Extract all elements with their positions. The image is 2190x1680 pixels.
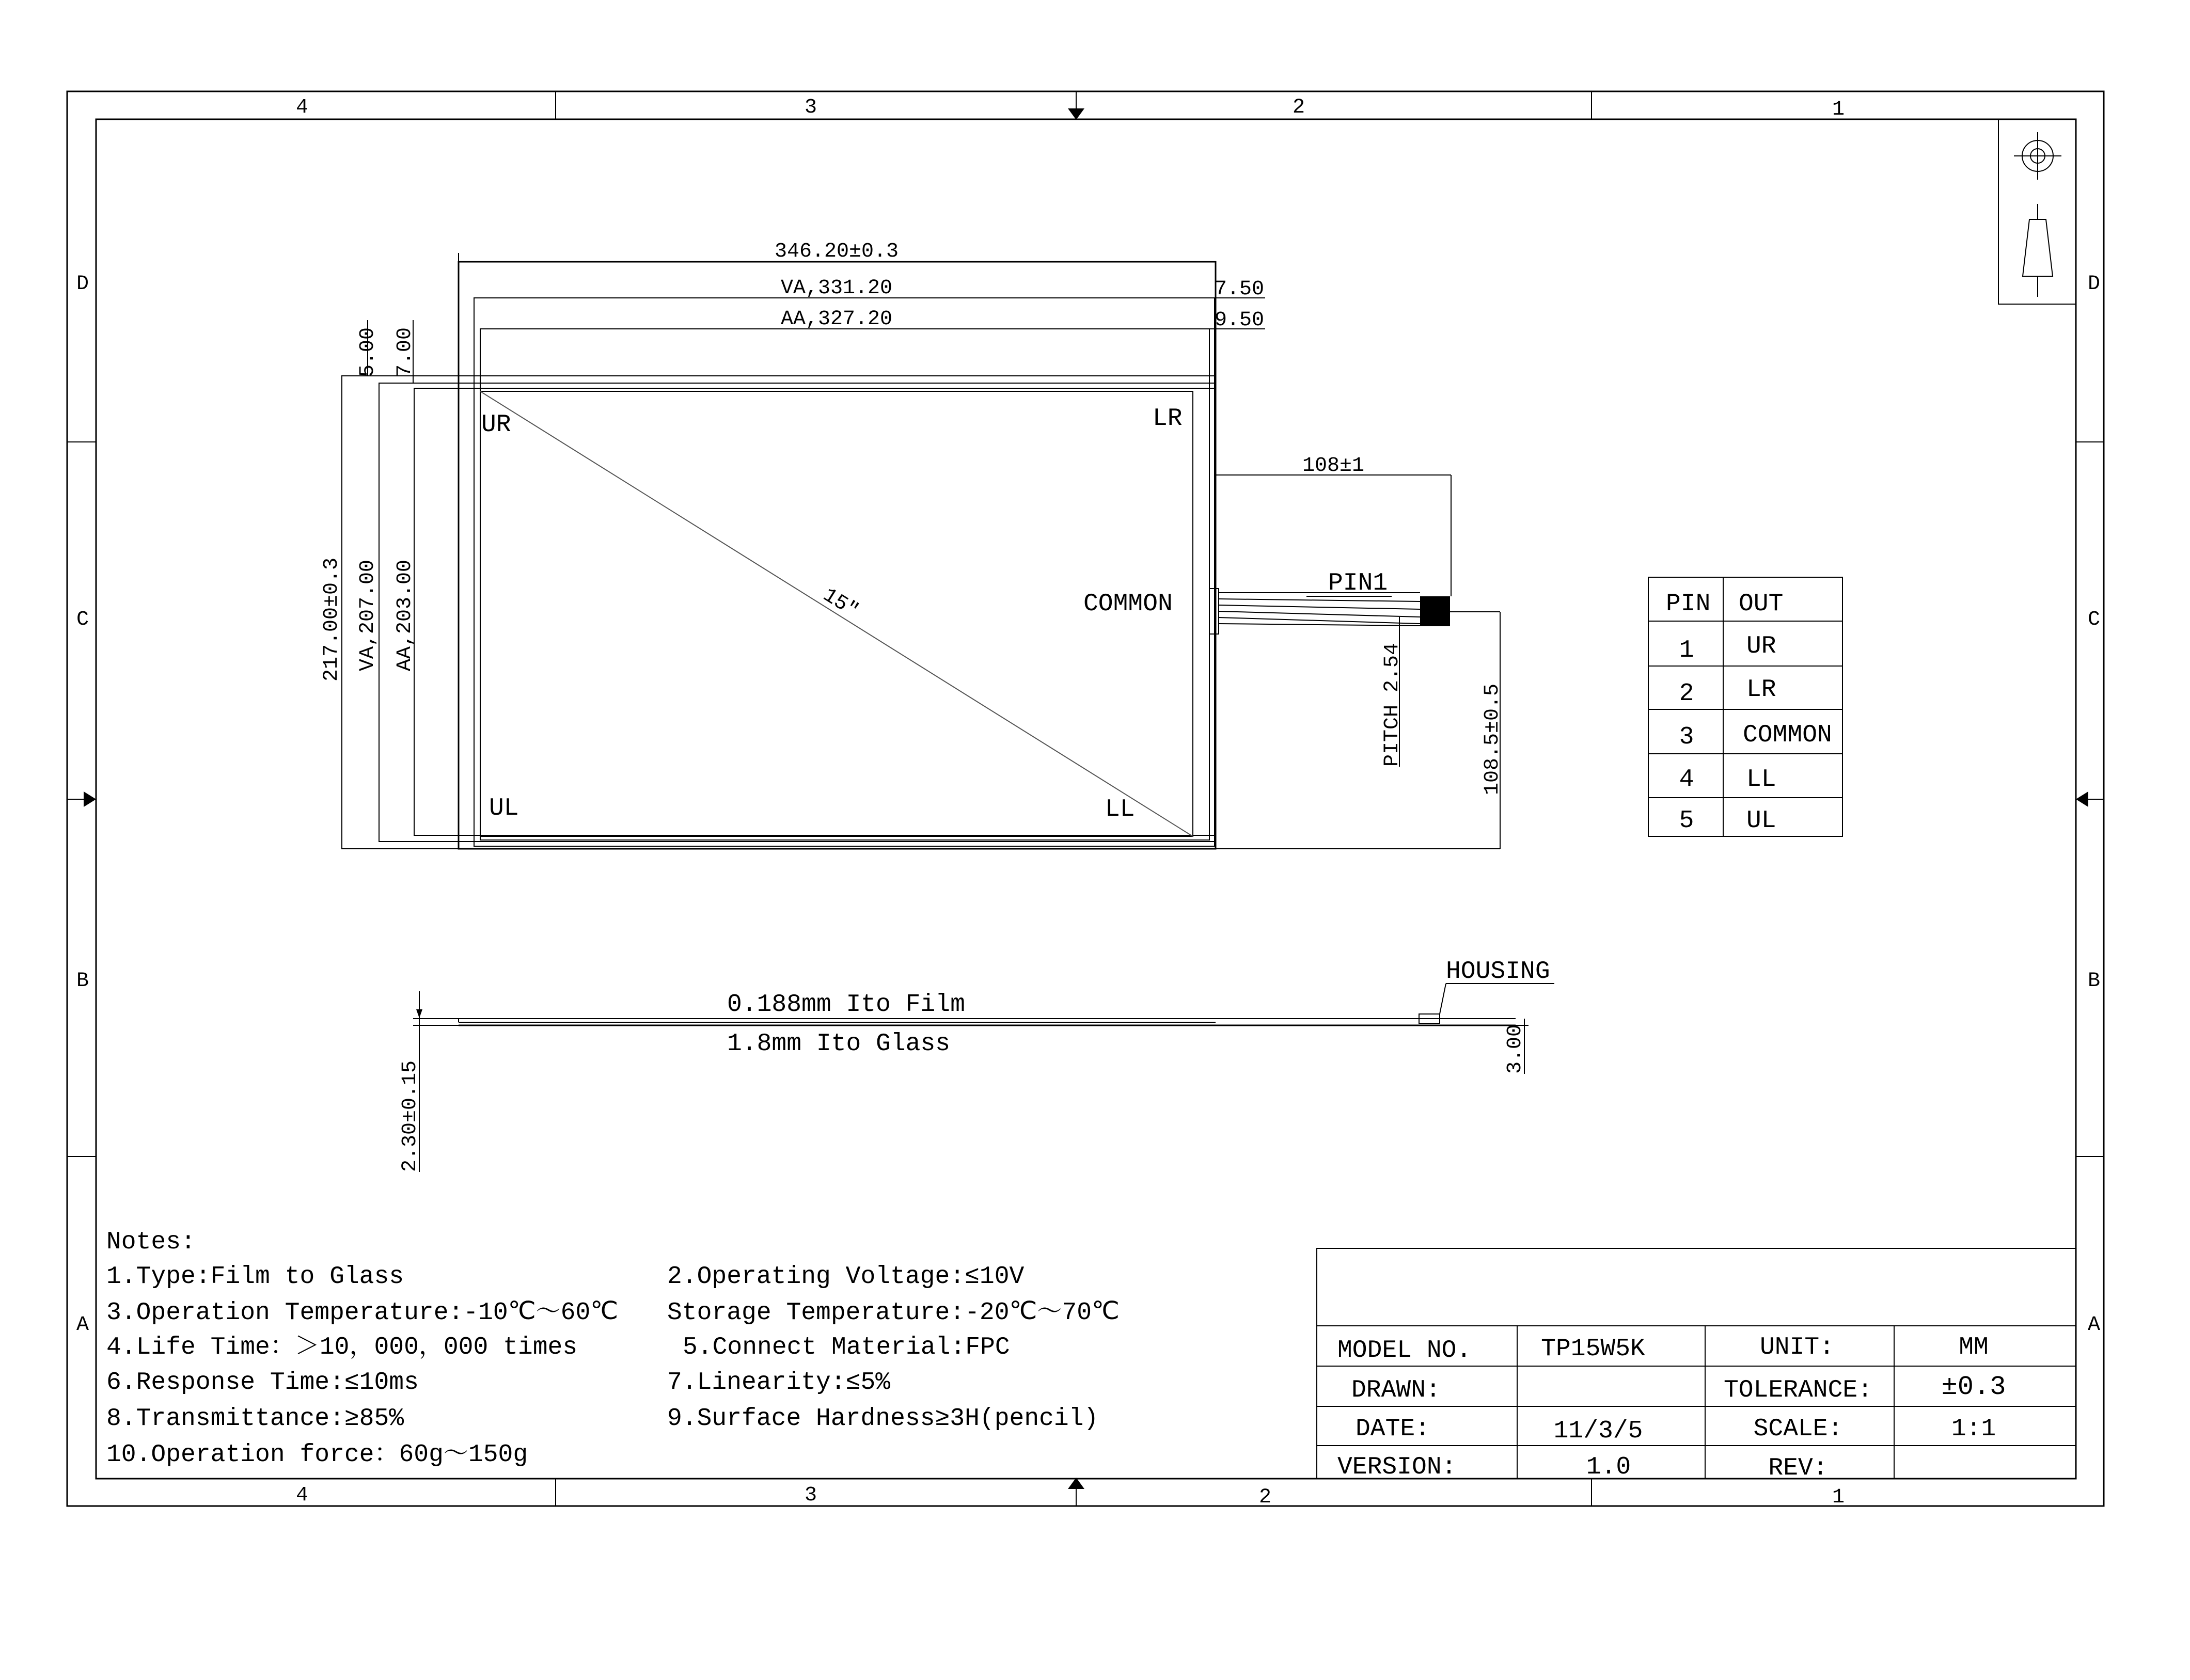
pin-table [1648,577,1842,836]
title-version-label: VERSION: [1337,1453,1457,1481]
zone-labels [76,96,2100,1509]
col-label-bottom-2: 2 [1258,1486,1272,1509]
note-left-1: 1.Type:Film to Glass [106,1263,404,1291]
pin-table-pin-5: 5 [1679,807,1694,835]
pin-table-pin-3: 3 [1679,723,1694,751]
corner-label-lr: LR [1153,405,1183,433]
title-tolerance-label: TOLERANCE: [1723,1376,1873,1404]
note-right-5: 9.Surface Hardness≥3H(pencil) [667,1405,1099,1433]
dim-aa-offset: 9.50 [1215,309,1265,332]
dim-thickness: 2.30±0.15 [399,1060,422,1172]
row-label-left-a: A [76,1313,89,1337]
pin-table-out-5: UL [1746,807,1776,835]
title-tolerance-value: ±0.3 [1941,1372,2006,1402]
diagonal-size-label: 15" [818,583,863,624]
drawing-frame [67,91,2104,1506]
dim-overall-height: 217.00±0.3 [320,557,343,681]
note-right-4: 7.Linearity:≤5% [667,1369,891,1397]
dim-aa-height: AA,203.00 [393,559,417,671]
note-right-1: 2.Operating Voltage:≤10V [667,1263,1025,1291]
pin-table-out-4: LL [1746,766,1776,794]
dim-pitch: PITCH 2.54 [1381,642,1404,767]
corner-label-ul: UL [489,795,519,822]
row-label-left-d: D [76,273,89,296]
col-label-bottom-1: 1 [1832,1486,1845,1509]
note-left-5: 8.Transmittance:≥85% [106,1405,404,1433]
title-model-value: TP15W5K [1541,1335,1645,1363]
title-date-value: 11/3/5 [1553,1417,1643,1445]
pin-table-out-2: LR [1746,676,1776,704]
row-label-right-a: A [2087,1313,2101,1337]
dim-housing: 3.00 [1504,1024,1527,1074]
col-label-top-4: 4 [295,96,309,119]
aa-outline [480,329,1209,840]
note-left-6: 10.Operation force：60g～150g [106,1441,528,1469]
dim-overall-width: 346.20±0.3 [774,240,899,263]
col-label-top-3: 3 [804,96,817,119]
note-right-3: 5.Connect Material:FPC [683,1334,1010,1361]
title-unit-label: UNIT: [1759,1334,1835,1361]
title-model-label: MODEL NO. [1337,1337,1472,1365]
note-right-2: Storage Temperature:-20℃～70℃ [667,1299,1120,1327]
col-label-top-1: 1 [1832,98,1845,121]
fpc-tail [1209,454,1504,849]
col-label-bottom-3: 3 [804,1484,817,1507]
dim-tail-length: 108±1 [1302,454,1365,478]
title-unit-value: MM [1959,1334,1989,1361]
title-drawn-label: DRAWN: [1351,1376,1441,1404]
pin-table-header-out: OUT [1739,590,1784,618]
side-view [399,958,1554,1172]
corner-label-ll: LL [1105,796,1135,823]
row-label-right-d: D [2087,273,2101,296]
film-label: 0.188mm Ito Film [727,991,965,1019]
va-outline [474,298,1215,846]
pin-table-out-3: COMMON [1743,721,1832,749]
note-left-2: 3.Operation Temperature:-10℃～60℃ [106,1299,619,1327]
center-mark-left-icon [84,791,96,807]
dim-aa-width: AA,327.20 [780,308,893,331]
dim-va-width: VA,331.20 [780,277,893,300]
note-left-3: 4.Life Time：＞10，000，000 times [106,1334,578,1361]
pin-table-pin-2: 2 [1679,680,1694,708]
top-view [320,240,1504,849]
fpc-connector [1420,596,1450,626]
row-label-left-b: B [76,970,89,993]
title-rev-label: REV: [1768,1454,1828,1482]
projection-symbol-icon [1998,119,2076,304]
col-label-bottom-4: 4 [295,1484,309,1507]
row-label-right-c: C [2087,608,2101,631]
title-date-label: DATE: [1356,1415,1430,1443]
pin1-label: PIN1 [1328,569,1388,597]
center-mark-right-icon [2076,791,2088,807]
center-mark-top-icon [1068,108,1084,120]
dim-va-height: VA,207.00 [356,559,380,671]
dim-top-offset-aa: 7.00 [393,327,417,377]
col-label-top-2: 2 [1292,96,1305,119]
dim-top-offset-va: 5.00 [356,327,380,377]
glass-outline [459,262,1216,849]
row-label-left-c: C [76,608,89,631]
notes [106,1228,1120,1469]
pin-table-header-pin: PIN [1666,590,1711,618]
row-label-right-b: B [2087,970,2101,993]
pin-table-pin-4: 4 [1679,766,1694,794]
dim-tail-offset: 108.5±0.5 [1481,683,1504,795]
notes-title: Notes: [106,1228,196,1256]
dim-arrow-icon [416,1009,422,1018]
title-version-value: 1.0 [1586,1453,1631,1481]
pin-table-pin-1: 1 [1679,637,1694,664]
note-left-4: 6.Response Time:≤10ms [106,1369,419,1397]
title-block [1317,1248,2076,1482]
pin-table-out-1: UR [1746,632,1776,660]
housing-label: HOUSING [1446,958,1550,986]
corner-label-ur: UR [481,411,511,439]
glass-label: 1.8mm Ito Glass [727,1030,951,1058]
title-scale-value: 1:1 [1951,1415,1996,1443]
title-scale-label: SCALE: [1753,1415,1843,1443]
dim-va-offset: 7.50 [1215,278,1265,301]
corner-label-common: COMMON [1083,590,1173,618]
